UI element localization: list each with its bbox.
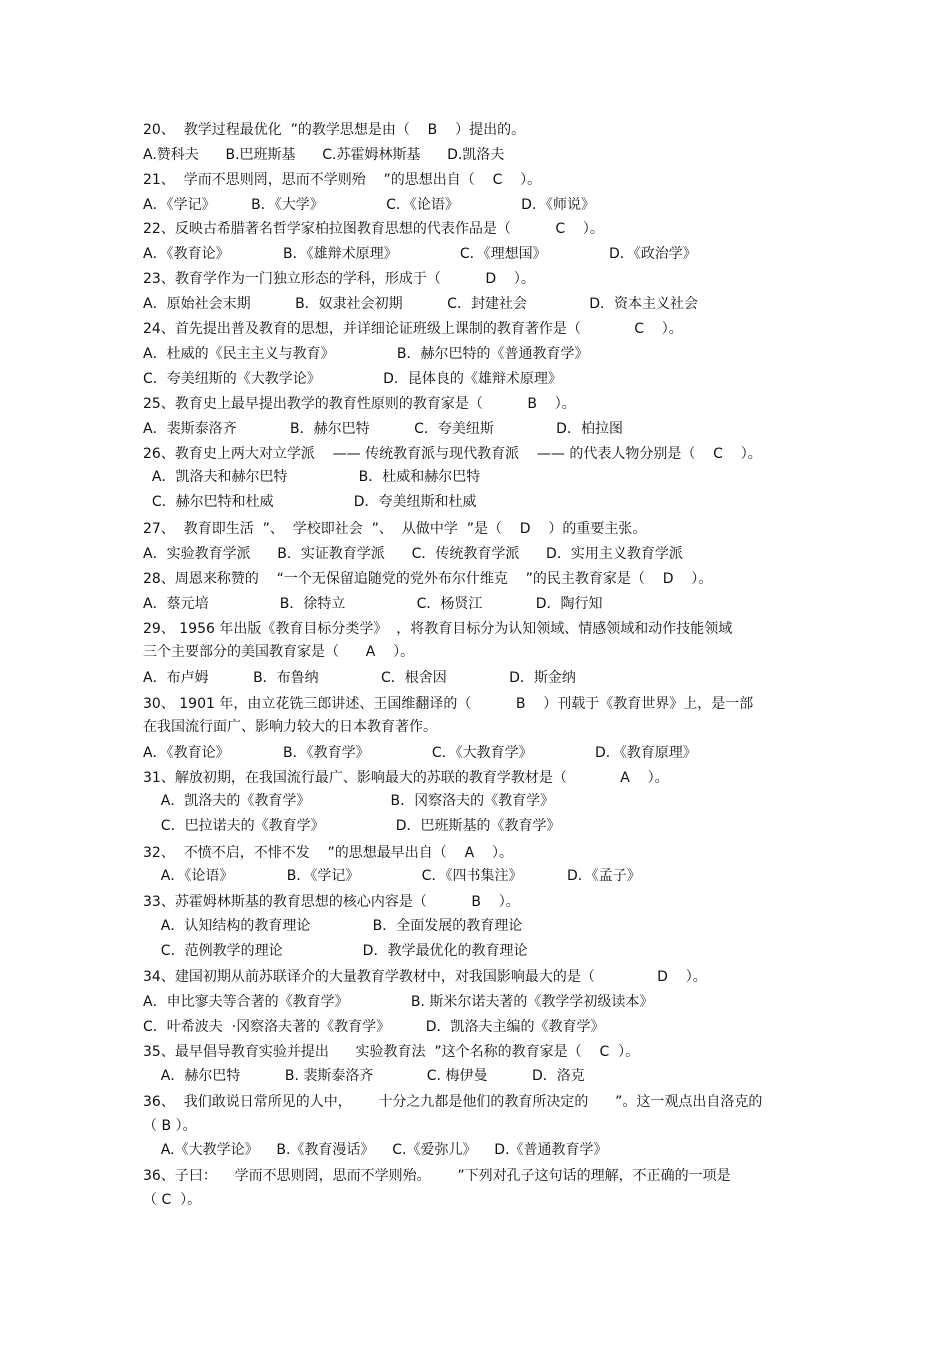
question-23-options: A．原始社会末期 B．奴隶社会初期 C．封建社会 D．资本主义社会 — [143, 296, 699, 312]
question-27-stem: 27、 教育即生活 ”、 学校即社会 ”、 从做中学 ”是（ D ）的重要主张。 — [143, 521, 647, 537]
question-20-stem: 20、 教学过程最优化 ”的教学思想是由（ B ）提出的。 — [143, 122, 526, 138]
question-29-options: A．布卢姆 B．布鲁纳 C．根舍因 D．斯金纳 — [143, 670, 576, 686]
question-34-options-cd: C．叶希波夫 ·冈察洛夫著的《教育学》 D．凯洛夫主编的《教育学》 — [143, 1019, 605, 1035]
question-24-stem: 24、首先提出普及教育的思想，并详细论证班级上课制的教育著作是（ C ）。 — [143, 321, 683, 337]
question-26-stem: 26、教育史上两大对立学派 —— 传统教育派与现代教育派 —— 的代表人物分别是（ C ）。 — [143, 446, 762, 462]
question-30-stem-line2: 在我国流行面广、影响力较大的日本教育著作。 — [143, 719, 437, 735]
question-27-options: A．实验教育学派 B．实证教育学派 C．传统教育学派 D．实用主义教育学派 — [143, 546, 683, 562]
question-33-options-cd: C．范例教学的理论 D．教学最优化的教育理论 — [143, 943, 528, 959]
question-26-options-ab: A．凯洛夫和赫尔巴特 B．杜威和赫尔巴特 — [143, 469, 481, 485]
question-23-stem: 23、教育学作为一门独立形态的学科，形成于（ D ）。 — [143, 271, 535, 287]
question-28-options: A．蔡元培 B．徐特立 C．杨贤江 D．陶行知 — [143, 596, 603, 612]
question-36-stem-line1: 36、 我们敢说日常所见的人中， 十分之九都是他们的教育所决定的 ”。这一观点出自洛克的 — [143, 1094, 763, 1110]
question-33-options-ab: A．认知结构的教育理论 B．全面发展的教育理论 — [143, 918, 523, 934]
question-28-stem: 28、周恩来称赞的 “一个无保留追随党的党外布尔什维克 ”的民主教育家是（ D ）。 — [143, 571, 713, 587]
question-36b-stem-line1: 36、子曰： 学而不思则罔，思而不学则殆。 ”下列对孔子这句话的理解，不正确的一项是 — [143, 1168, 731, 1184]
question-21-stem: 21、 学而不思则罔，思而不学则殆 ”的思想出自（ C ）。 — [143, 172, 542, 188]
question-32-stem: 32、 不愤不启，不悱不发 ”的思想最早出自（ A ）。 — [143, 845, 513, 861]
question-32-options: A．《论语》 B．《学记》 C．《四书集注》 D．《孟子》 — [143, 868, 641, 884]
question-21-options: A．《学记》 B．《大学》 C．《论语》 D．《师说》 — [143, 197, 595, 213]
question-31-options-ab: A．凯洛夫的《教育学》 B．冈察洛夫的《教育学》 — [143, 793, 555, 809]
question-34-stem: 34、建国初期从前苏联译介的大量教育学教材中，对我国影响最大的是（ D ）。 — [143, 969, 707, 985]
question-29-stem-line1: 29、 1956 年出版《教育目标分类学》 ，将教育目标分为认知领域、情感领域和动作技能领域 — [143, 621, 733, 637]
question-24-options-ab: A．杜威的《民主主义与教育》 B．赫尔巴特的《普通教育学》 — [143, 346, 589, 362]
question-36-stem-line2: （ B ）。 — [143, 1118, 197, 1134]
question-24-options-cd: C．夸美纽斯的《大教学论》 D．昆体良的《雄辩术原理》 — [143, 371, 562, 387]
question-31-options-cd: C．巴拉诺夫的《教育学》 D．巴班斯基的《教育学》 — [143, 818, 561, 834]
question-25-options: A．裴斯泰洛齐 B．赫尔巴特 C．夸美纽斯 D．柏拉图 — [143, 421, 623, 437]
question-35-options: A．赫尔巴特 B. 裴斯泰洛齐 C. 梅伊曼 D．洛克 — [143, 1068, 585, 1084]
question-26-options-cd: C．赫尔巴特和杜威 D．夸美纽斯和杜威 — [143, 494, 477, 510]
question-34-options-ab: A．申比寥夫等合著的《教育学》 B. 斯米尔诺夫著的《教学学初级读本》 — [143, 994, 654, 1010]
question-35-stem: 35、最早倡导教育实验并提出 实验教育法 ”这个名称的教育家是（ C ）。 — [143, 1044, 640, 1060]
question-33-stem: 33、苏霍姆林斯基的教育思想的核心内容是（ B ）。 — [143, 894, 520, 910]
question-22-options: A．《教育论》 B．《雄辩术原理》 C．《理想国》 D．《政治学》 — [143, 246, 697, 262]
question-36-options: A.《大教学论》 B.《教育漫话》 C.《爱弥儿》 D.《普通教育学》 — [143, 1142, 608, 1158]
question-31-stem: 31、解放初期，在我国流行最广、影响最大的苏联的教育学教材是（ A ）。 — [143, 770, 669, 786]
question-20-options: A.赞科夫 B.巴班斯基 C.苏霍姆林斯基 D.凯洛夫 — [143, 147, 505, 163]
question-36b-stem-line2: （ C ）。 — [143, 1192, 202, 1208]
question-25-stem: 25、教育史上最早提出教学的教育性原则的教育家是（ B ）。 — [143, 396, 576, 412]
question-30-options: A．《教育论》 B．《教育学》 C．《大教育学》 D．《教育原理》 — [143, 745, 697, 761]
question-30-stem-line1: 30、 1901 年，由立花铣三郎讲述、王国维翻译的（ B ）刊载于《教育世界》上，是一部 — [143, 696, 754, 712]
question-29-stem-line2: 三个主要部分的美国教育家是（ A ）。 — [143, 644, 415, 660]
question-22-stem: 22、反映古希腊著名哲学家柏拉图教育思想的代表作品是（ C ）。 — [143, 221, 604, 237]
